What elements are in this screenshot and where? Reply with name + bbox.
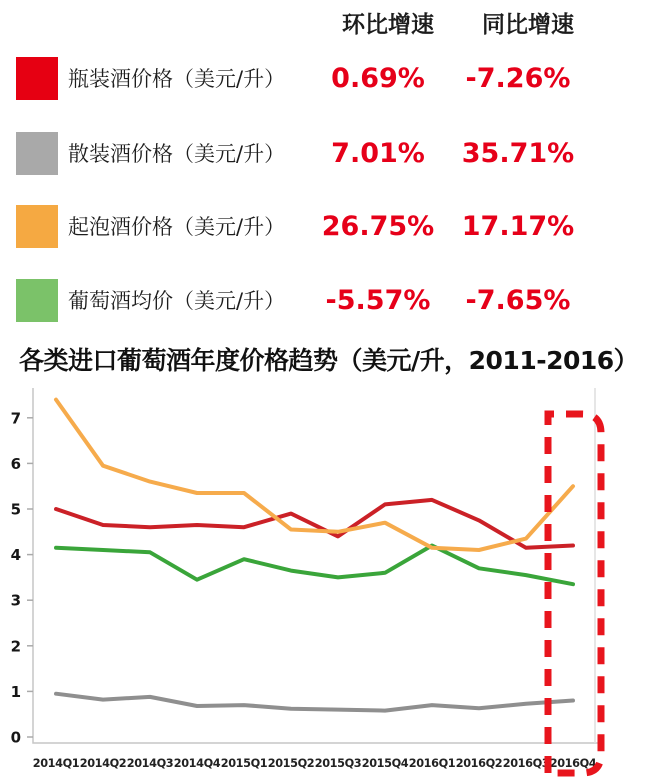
stat-row-sparkling — [0, 204, 671, 248]
legend-swatch-average — [16, 279, 58, 322]
series-line-瓶装酒价格 — [56, 500, 573, 548]
qoq-value: 7.01% — [331, 137, 425, 169]
qoq-value: 26.75% — [321, 210, 435, 242]
yoy-value: 35.71% — [461, 137, 575, 169]
axis-lines — [33, 388, 600, 743]
x-tick-label: 2015Q2 — [267, 757, 315, 770]
chart-title: 各类进口葡萄酒年度价格趋势（美元/升，2011-2016） — [19, 346, 639, 375]
series-line-葡萄酒均价 — [56, 546, 573, 585]
stats-header-row — [0, 6, 671, 39]
row-label: 起泡酒价格（美元/升） — [68, 215, 286, 239]
y-tick-label: 2 — [10, 637, 21, 656]
x-tick-label: 2015Q4 — [361, 757, 409, 770]
x-tick-label: 2015Q3 — [314, 757, 362, 770]
legend-swatch-bulk — [16, 132, 58, 175]
stat-row-bulk — [0, 131, 671, 175]
series-line-散装酒价格 — [56, 694, 573, 711]
x-tick-label: 2014Q1 — [32, 757, 80, 770]
row-label: 散装酒价格（美元/升） — [68, 142, 286, 166]
y-tick-label: 0 — [10, 728, 21, 747]
x-tick-label: 2016Q1 — [408, 757, 456, 770]
x-tick-label: 2016Q4 — [549, 757, 597, 770]
qoq-value: -5.57% — [325, 284, 431, 316]
y-tick-label: 3 — [10, 591, 21, 610]
header-spacer — [0, 6, 313, 39]
y-tick-label: 1 — [10, 682, 21, 701]
yoy-value: -7.65% — [465, 284, 571, 316]
x-tick-label: 2016Q2 — [455, 757, 503, 770]
x-tick-label: 2014Q2 — [79, 757, 127, 770]
highlight-dashed-box — [548, 414, 601, 773]
y-tick-label: 6 — [10, 454, 21, 473]
x-tick-label: 2014Q4 — [173, 757, 221, 770]
x-tick-label: 2015Q1 — [220, 757, 268, 770]
price-trend-line-chart — [0, 380, 671, 783]
column-header-yoy: 同比增速 — [482, 12, 574, 38]
row-label: 瓶装酒价格（美元/升） — [68, 67, 286, 91]
legend-swatch-bottled — [16, 57, 58, 100]
stat-row-average — [0, 278, 671, 322]
column-header-qoq: 环比增速 — [342, 12, 434, 38]
qoq-value: 0.69% — [331, 62, 425, 94]
x-tick-label: 2014Q3 — [126, 757, 174, 770]
yoy-value: 17.17% — [461, 210, 575, 242]
y-tick-label: 4 — [10, 546, 21, 565]
yoy-value: -7.26% — [465, 62, 571, 94]
y-tick-label: 5 — [10, 500, 21, 519]
row-label: 葡萄酒均价（美元/升） — [68, 289, 286, 313]
x-tick-label: 2016Q3 — [502, 757, 550, 770]
y-tick-label: 7 — [10, 409, 21, 428]
legend-swatch-sparkling — [16, 205, 58, 248]
stat-row-bottled — [0, 56, 671, 100]
